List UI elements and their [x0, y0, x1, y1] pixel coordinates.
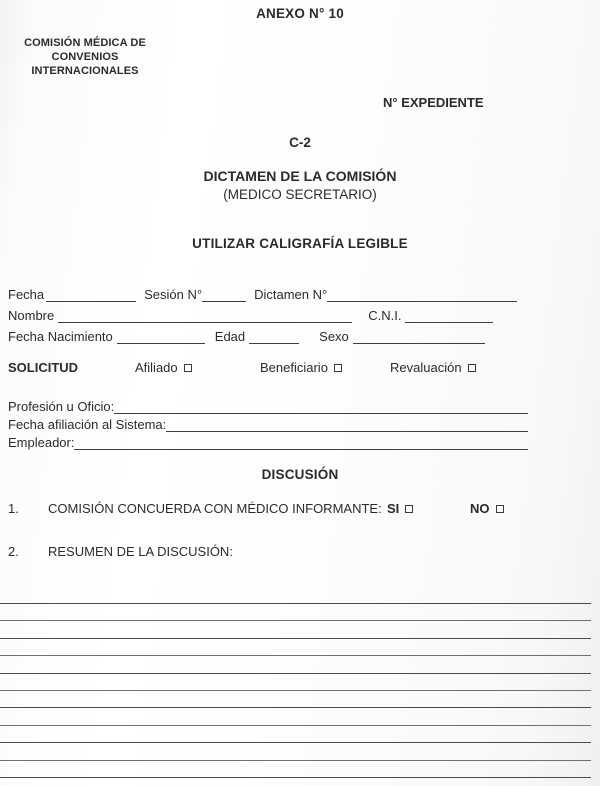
ruled-line[interactable] [0, 603, 591, 604]
ruled-lines[interactable] [0, 603, 591, 778]
cni-input-line[interactable] [405, 308, 493, 323]
edad-input-line[interactable] [249, 329, 299, 344]
option-afiliado [135, 360, 192, 375]
nombre-input-line[interactable] [58, 308, 352, 323]
row-empleador [8, 433, 528, 450]
ruled-line[interactable] [0, 760, 591, 761]
row-nombre-cni [8, 306, 493, 323]
row-nacimiento-edad-sexo [8, 327, 485, 344]
row-profesion [8, 397, 528, 414]
fecha-input-line[interactable] [46, 287, 136, 302]
item1-number: 1. [8, 501, 19, 516]
profesion-label: Profesión u Oficio: [8, 399, 115, 414]
ruled-line[interactable] [0, 742, 591, 743]
dictamen-label: Dictamen N° [254, 287, 328, 302]
revaluacion-checkbox[interactable] [468, 364, 476, 372]
row-fecha-afiliacion [8, 415, 528, 432]
dictamen-input-line[interactable] [327, 287, 517, 302]
fecha-afiliacion-input-line[interactable] [166, 417, 528, 432]
solicitud-label: SOLICITUD [8, 360, 79, 375]
fecha-afiliacion-label: Fecha afiliación al Sistema: [8, 417, 167, 432]
afiliado-label: Afiliado [135, 360, 178, 375]
ruled-line[interactable] [0, 777, 591, 778]
commission-line2: CONVENIOS INTERNACIONALES [31, 51, 139, 77]
form-code: C-2 [289, 135, 311, 150]
discusion-heading: DISCUSIÓN [261, 467, 339, 482]
nombre-label: Nombre [8, 308, 55, 323]
item2-number: 2. [8, 544, 19, 559]
sesion-input-line[interactable] [202, 287, 246, 302]
anexo-title: ANEXO N° 10 [256, 6, 344, 21]
option-no [470, 501, 504, 516]
sexo-input-line[interactable] [353, 329, 485, 344]
document-subtitle: (MEDICO SECRETARIO) [223, 187, 377, 202]
si-label: SI [387, 501, 400, 516]
ruled-line[interactable] [0, 725, 591, 726]
ruled-line[interactable] [0, 673, 591, 674]
si-checkbox[interactable] [405, 505, 413, 513]
sexo-label: Sexo [319, 329, 349, 344]
item1-label: COMISIÓN CONCUERDA CON MÉDICO INFORMANTE: [48, 501, 382, 516]
ruled-line[interactable] [0, 638, 591, 639]
empleador-input-line[interactable] [74, 435, 528, 450]
no-checkbox[interactable] [496, 505, 504, 513]
row-fecha-sesion-dictamen [8, 285, 517, 302]
row-discusion-item1 [0, 501, 600, 519]
commission-line1: COMISIÓN MÉDICA DE [24, 37, 146, 49]
afiliado-checkbox[interactable] [184, 364, 192, 372]
ruled-line[interactable] [0, 707, 591, 708]
ruled-line[interactable] [0, 690, 591, 691]
option-beneficiario [260, 360, 342, 375]
revaluacion-label: Revaluación [390, 360, 462, 375]
sesion-label: Sesión N° [144, 287, 203, 302]
empleador-label: Empleador: [8, 435, 75, 450]
item2-label: RESUMEN DE LA DISCUSIÓN: [48, 544, 233, 559]
ruled-line[interactable] [0, 620, 591, 621]
expediente-label: N° EXPEDIENTE [383, 95, 484, 110]
ruled-line[interactable] [0, 655, 591, 656]
cni-label: C.N.I. [368, 308, 402, 323]
edad-label: Edad [214, 329, 246, 344]
option-si [387, 501, 413, 516]
option-revaluacion [390, 360, 476, 375]
commission-header [2, 36, 168, 78]
row-solicitud [0, 360, 600, 378]
no-label: NO [470, 501, 490, 516]
fecha-nacimiento-label: Fecha Nacimiento [8, 329, 113, 344]
row-discusion-item2 [0, 544, 600, 562]
fecha-nacimiento-input-line[interactable] [117, 329, 205, 344]
document-title: DICTAMEN DE LA COMISIÓN [203, 168, 397, 184]
beneficiario-checkbox[interactable] [334, 364, 342, 372]
profesion-input-line[interactable] [114, 399, 528, 414]
beneficiario-label: Beneficiario [260, 360, 328, 375]
instruction-note: UTILIZAR CALIGRAFÍA LEGIBLE [192, 236, 408, 251]
fecha-label: Fecha [8, 287, 45, 302]
